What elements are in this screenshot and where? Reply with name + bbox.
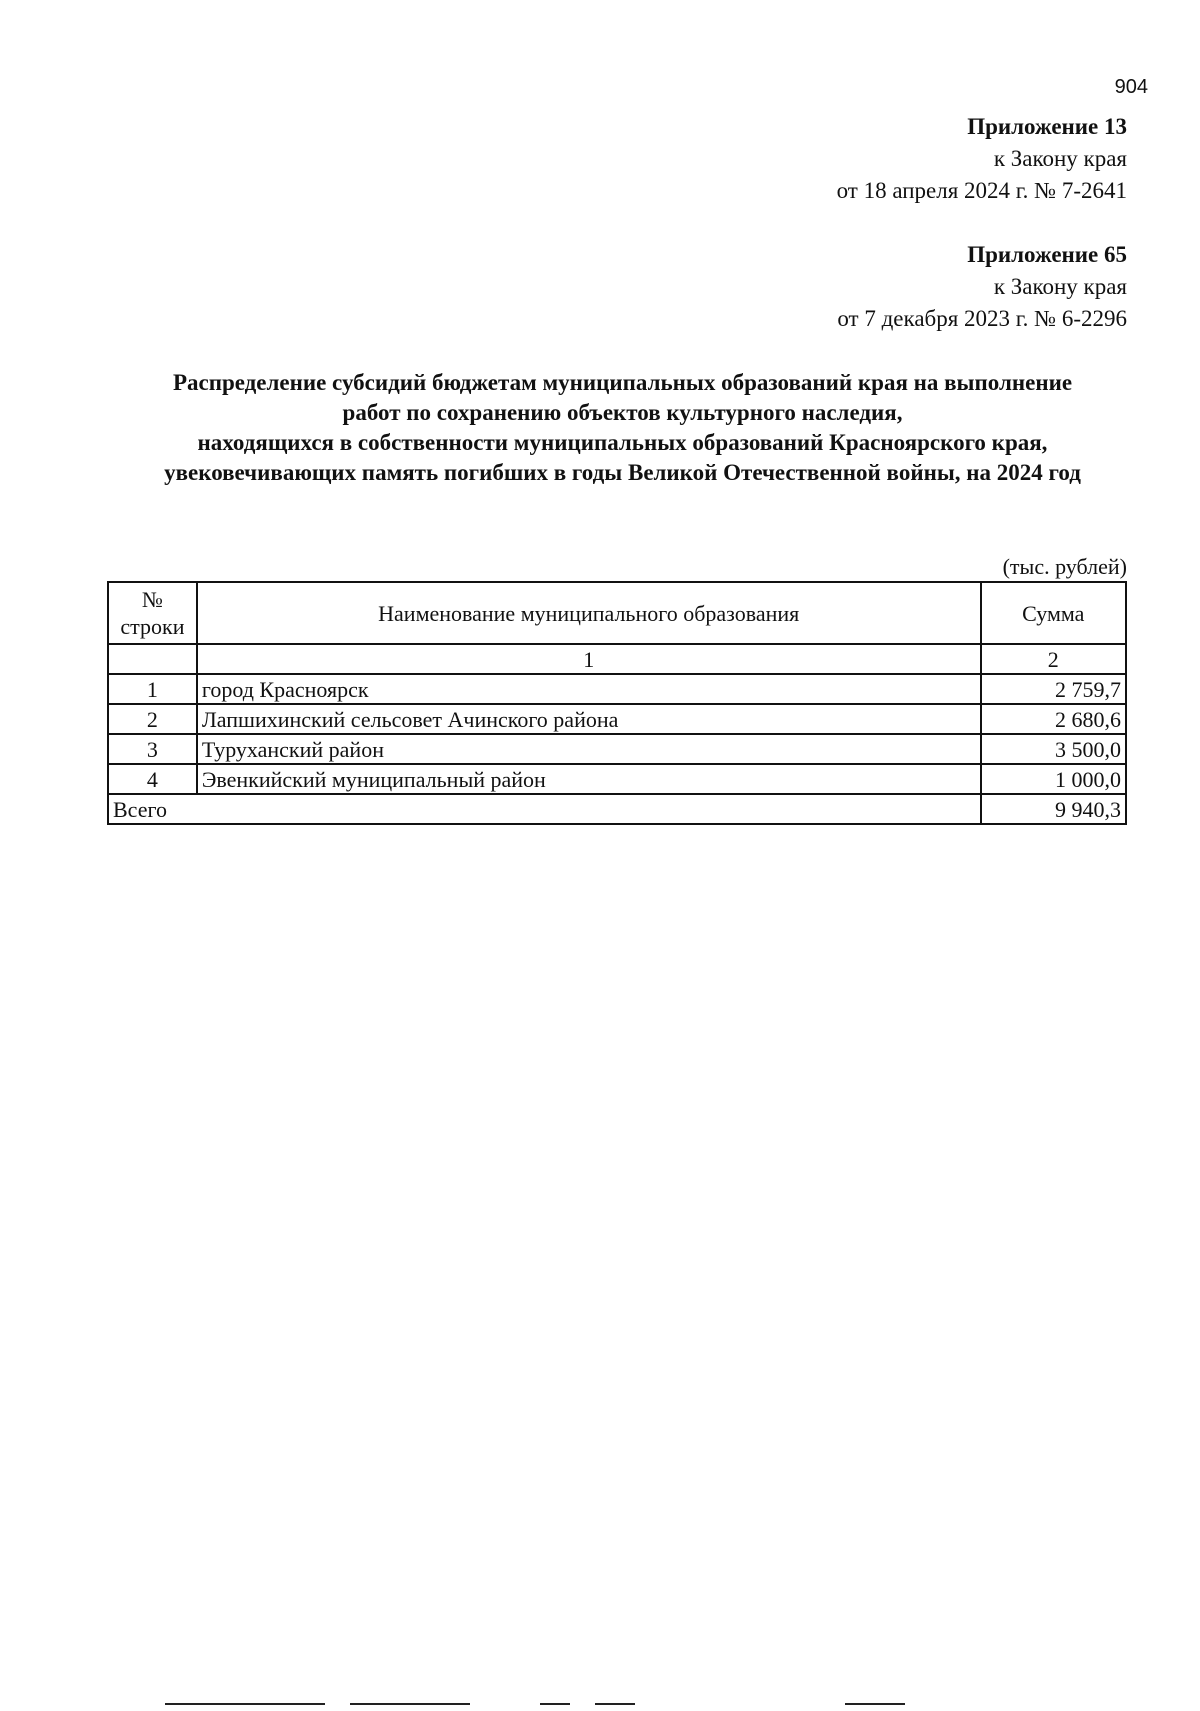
header-row-number [108, 582, 197, 644]
appendix-current-date: от 18 апреля 2024 г. № 7-2641 [836, 178, 1127, 203]
row-number: 1 [108, 674, 197, 704]
scan-artifact [540, 1703, 570, 1705]
scan-artifact [350, 1703, 470, 1705]
appendix-original-date: от 7 декабря 2023 г. № 6-2296 [837, 306, 1127, 331]
subsidy-table [107, 581, 1127, 825]
header-row-label: строки [120, 614, 185, 639]
row-number: 4 [108, 764, 197, 794]
municipality-name: Лапшихинский сельсовет Ачинского района [197, 704, 981, 734]
header-sum: Сумма [981, 582, 1126, 644]
column-number-name: 1 [197, 644, 981, 674]
subsidy-amount: 3 500,0 [981, 734, 1126, 764]
appendix-original [837, 239, 1127, 335]
header-number-sign: № [141, 587, 163, 612]
table-row [108, 764, 1126, 794]
scan-artifact [165, 1703, 325, 1705]
column-number-row [108, 644, 1126, 674]
column-number-sum: 2 [981, 644, 1126, 674]
column-number-blank [108, 644, 197, 674]
table-row [108, 674, 1126, 704]
scan-artifact [595, 1703, 635, 1705]
total-row [108, 794, 1126, 824]
municipality-name: город Красноярск [197, 674, 981, 704]
table-row [108, 734, 1126, 764]
total-amount: 9 940,3 [981, 794, 1126, 824]
table-row [108, 704, 1126, 734]
appendix-original-law: к Закону края [993, 274, 1127, 299]
total-label: Всего [108, 794, 981, 824]
header-municipality-name: Наименование муниципального образования [197, 582, 981, 644]
municipality-name: Эвенкийский муниципальный район [197, 764, 981, 794]
subsidy-amount: 1 000,0 [981, 764, 1126, 794]
appendix-current-title: Приложение 13 [967, 114, 1127, 139]
table-header-row [108, 582, 1126, 644]
subsidy-amount: 2 680,6 [981, 704, 1126, 734]
appendix-current [837, 111, 1127, 207]
title-line: Распределение субсидий бюджетам муниципальных образований края на выполнение [172, 370, 1073, 395]
municipality-name: Туруханский район [197, 734, 981, 764]
scan-artifact [845, 1703, 905, 1705]
appendix-original-title: Приложение 65 [967, 242, 1127, 267]
appendix-current-law: к Закону края [993, 146, 1127, 171]
row-number: 2 [108, 704, 197, 734]
title-line: находящихся в собственности муниципальных образований Красноярского края, [197, 430, 1048, 455]
document-title [90, 368, 1155, 488]
title-line: работ по сохранению объектов культурного наследия, [342, 400, 903, 425]
title-line: увековечивающих память погибших в годы Великой Отечественной войны, на 2024 год [164, 460, 1081, 485]
page-number: 904 [1114, 76, 1148, 98]
subsidy-amount: 2 759,7 [981, 674, 1126, 704]
units-label: (тыс. рублей) [1002, 554, 1127, 579]
row-number: 3 [108, 734, 197, 764]
